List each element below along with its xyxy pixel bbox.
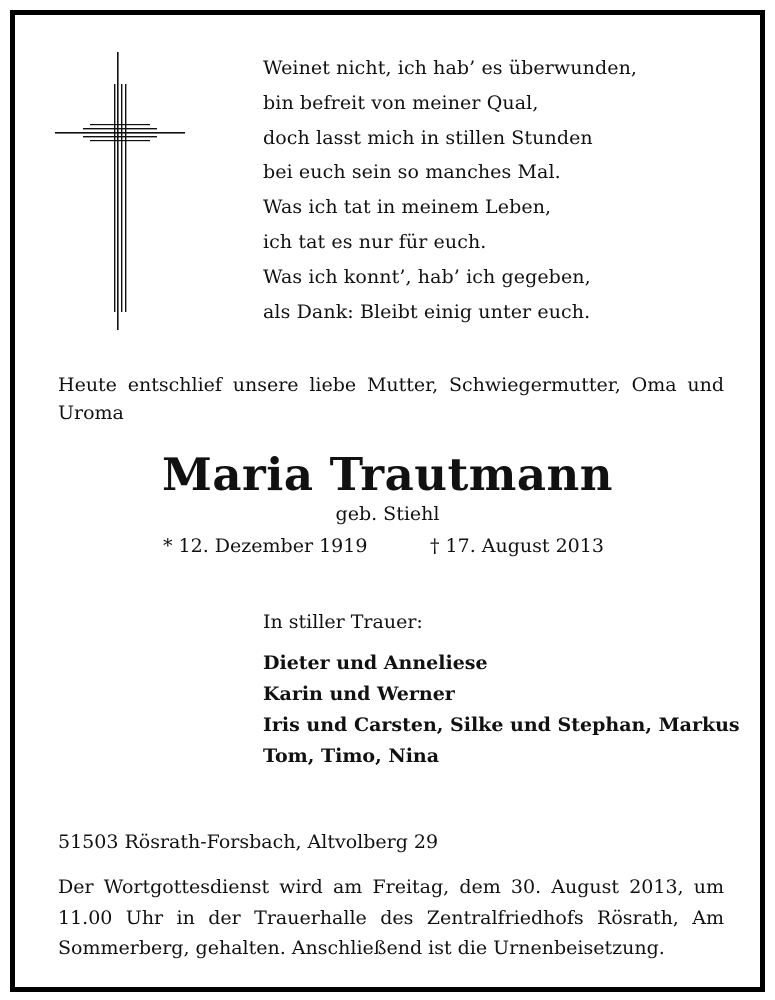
intro-text: Heute entschlief unsere liebe Mutter, Schwiegermutter, Oma und Uroma [58, 374, 724, 424]
poem-line: Weinet nicht, ich hab’ es überwunden, [263, 57, 638, 79]
poem-line: doch lasst mich in stillen Stunden [263, 126, 593, 149]
address: 51503 Rösrath-Forsbach, Altvolberg 29 [58, 831, 439, 853]
cross-icon [55, 52, 185, 330]
poem [263, 51, 637, 329]
family-member: Tom, Timo, Nina [263, 745, 440, 767]
death-date: † 17. August 2013 [430, 535, 604, 557]
poem-line: bei euch sein so manches Mal. [263, 161, 561, 184]
deceased-name: Maria Trautmann [162, 448, 613, 501]
obituary-card [10, 10, 765, 992]
birth-date: * 12. Dezember 1919 [163, 535, 368, 557]
family-list [263, 648, 740, 772]
mourning-label: In stiller Trauer: [263, 611, 423, 633]
poem-line: ich tat es nur für euch. [263, 230, 487, 253]
family-member: Karin und Werner [263, 683, 455, 705]
maiden-name: geb. Stiehl [335, 503, 440, 525]
service-info: Der Wortgottesdienst wird am Freitag, dem 30. August 2013, um 11.00 Uhr in der Trauerhalle des Zentralfriedhofs Rösrath, Am Sommerberg, gehalten. Anschließend ist die Urnenbeisetzung. [58, 876, 724, 959]
poem-line: Was ich konnt’, hab’ ich gegeben, [263, 265, 591, 288]
family-member: Iris und Carsten, Silke und Stephan, Markus [263, 714, 740, 736]
poem-line: Was ich tat in meinem Leben, [263, 196, 552, 219]
poem-line: bin befreit von meiner Qual, [263, 91, 539, 114]
family-member: Dieter und Anneliese [263, 652, 488, 674]
poem-line: als Dank: Bleibt einig unter euch. [263, 300, 591, 323]
